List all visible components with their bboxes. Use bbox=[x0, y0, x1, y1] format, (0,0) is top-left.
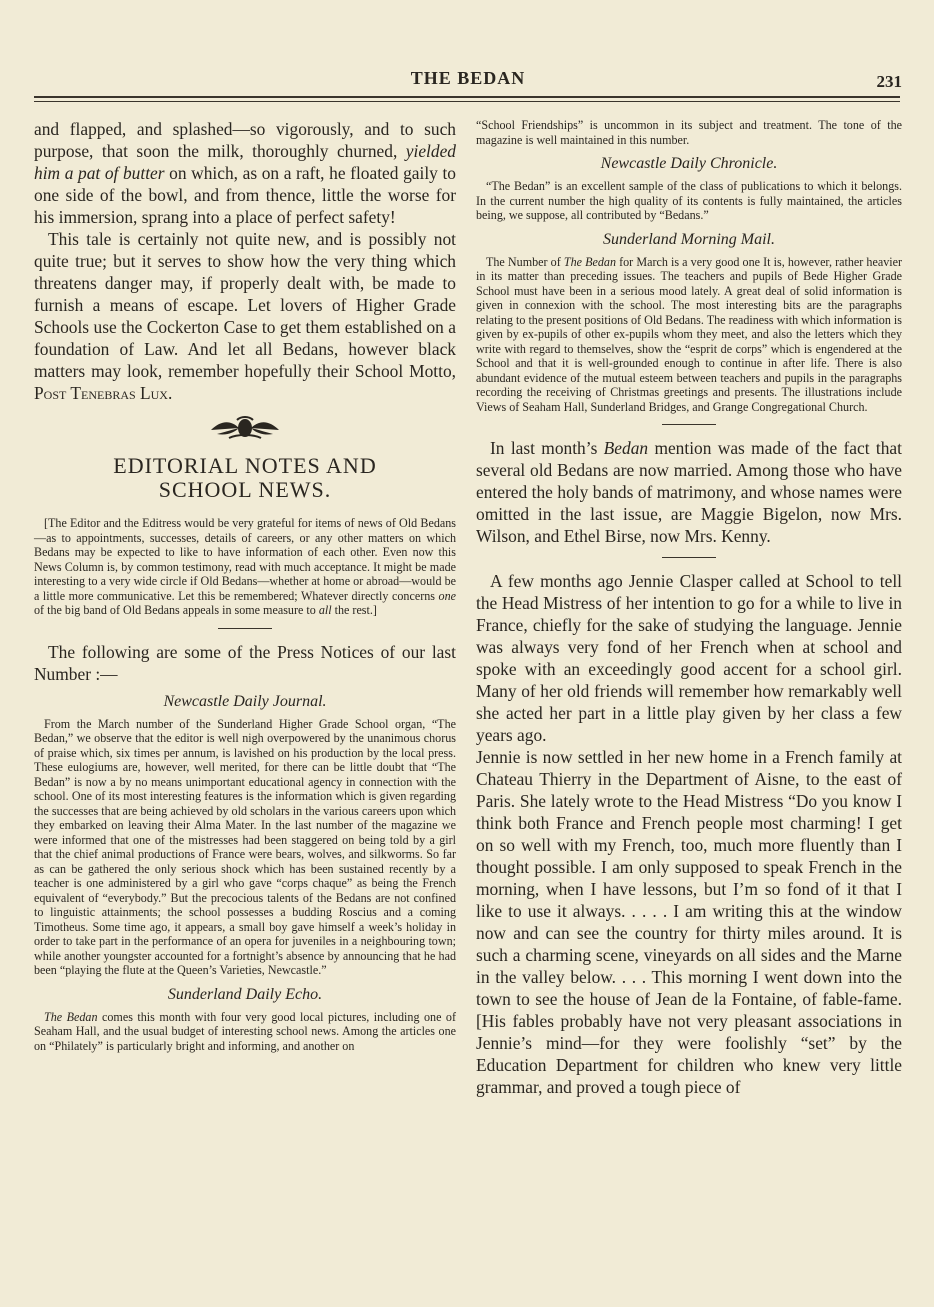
text-run: The Number of bbox=[486, 254, 564, 269]
section-title bbox=[34, 454, 456, 502]
running-title: THE BEDAN bbox=[410, 68, 526, 88]
press-intro: The following are some of the Press Notices of our last Number :— bbox=[34, 641, 456, 684]
text-run: [The Editor and the Editress would be very grateful for items of news of Old Bedans—as to appointments, successes, details of careers, or any other matters on which Bedans may be expected to like to have information of each other. Even now this News Column is, by common testimony, read with much acceptance. It might be made interesting to a very wide circle if Old Bedans—whether at home or abroad—would be a little more communicative. Let this be remembered; Whatever directly concerns bbox=[34, 516, 456, 603]
editor-note bbox=[34, 516, 456, 618]
paragraph-raft bbox=[34, 118, 456, 228]
mail-notice bbox=[476, 255, 902, 415]
floral-ornament-icon bbox=[209, 416, 281, 442]
italic-run: The Bedan bbox=[44, 1009, 98, 1024]
italic-run: Bedan bbox=[603, 438, 649, 458]
text-run: comes this month with four very good local pictures, including one of Seaham Hall, and the usual budget of interesting school news. Among the articles one on “Philately” is particularly bright and informing, and another on bbox=[34, 1009, 456, 1053]
echo-notice-cont: “School Friendships” is uncommon in its subject and treatment. The tone of the magazine is well maintained in this number. bbox=[476, 118, 902, 147]
divider bbox=[662, 424, 716, 425]
text-run: In last month’s bbox=[490, 438, 604, 458]
paragraph-married bbox=[476, 437, 902, 547]
header-rule-thick bbox=[34, 96, 900, 98]
paragraph-moral bbox=[34, 228, 456, 404]
text-run: for March is a very good one It is, however, rather heavier in its matter than preceding issues. The teachers and pupils of Bede Higher Grade School must have been in a serious mood lately. A great deal of solid information is given in connexion with the school. The most interesting bits are the paragraphs relating to the present positions of Old Bedans. The readiness with which information is given by ex-pupils of other ex-pupils whom they meet, and also the letters which they write with regard to themselves, show the “esprit de corps” which is engendered at the School and that it is well-grounded enough to continue in after life. There is also abundant evidence of the mutual esteem between teachers and pupils in the paragraphs recording the receiving of Christmas greetings and presents. The illustrations include Views of Seaham Hall, Sunderland Bridges, and Grange Congregational Church. bbox=[476, 254, 903, 414]
text-run: This tale is certainly not quite new, and is possibly not quite true; but it serves to show how the very thing which threatens danger may, if properly dealt with, be made to furnish a means of escape. Let lovers of Higher Grade Schools use the Cockerton Case to get them established on a foundation of Law. And let all Bedans, however black matters may look, remember hopefully their School Motto, bbox=[34, 229, 456, 381]
text-run: on which, as on a raft, he floated gaily to one side of the bowl, and from thence, little the worse for his immersion, sprang into a place of perfect safety! bbox=[34, 163, 456, 227]
heading-chronicle: Newcastle Daily Chronicle. bbox=[600, 155, 778, 172]
right-column bbox=[476, 118, 902, 1098]
italic-run: one bbox=[438, 588, 456, 603]
section-title-line-2: SCHOOL NEWS. bbox=[158, 477, 332, 502]
text-run: mention was made of the fact that several old Bedans are now married. Among those who have entered the holy bands of matrimony, and whose names were omitted in the last issue, are Maggie Bigelon, now Mrs. Wilson, and Ethel Birse, now Mrs. Kenny. bbox=[476, 438, 902, 546]
text-run: of the big band of Old Bedans appeals in some measure to bbox=[34, 603, 319, 617]
text-run: and flapped, and splashed—so vigorously, and to such purpose, that soon the milk, thoroughly churned, bbox=[34, 119, 456, 161]
header-rule-thin bbox=[34, 101, 900, 102]
italic-run: yielded him a pat of butter bbox=[34, 141, 456, 183]
italic-run: The Bedan bbox=[563, 254, 616, 269]
paragraph-jennie-2: Jennie is now settled in her new home in a French family at Chateau Thierry in the Department of Aisne, to the east of Paris. She lately wrote to the Head Mistress “Do you know I think both France and French people most charming! I get on so well with my French, too, much more fluently than I thought possible. I am only supposed to speak French in the morning, when I have lessons, but I’m so fond of it that I like to use it always. . . . . I am writing this at the window now and can see the country for thirty miles around. It is such a charming scene, vineyards on all sides and the Marne in the valley below. . . . This morning I went down into the town to see the house of Jean de la Fontaine, of fable-fame. [His fables probably have not very pleasant associations in Jennie’s mind—for they were foolishly “set” by the Education Department for children who knew very little grammar, and proved a tough piece of bbox=[476, 747, 902, 1097]
chronicle-notice: “The Bedan” is an excellent sample of the class of publications to which it belongs. In the current number the high quality of its contents is fully maintained, the articles being, we suppose, all contributed by “Bedans.” bbox=[476, 179, 902, 222]
journal-notice: From the March number of the Sunderland Higher Grade School organ, “The Bedan,” we observe that the editor is well nigh overpowered by the unanimous chorus of praise which, six times per annum, is lavished on his production by the local press. These eulogiums are, however, well merited, for there can be little doubt that “The Bedan” is now a by no means unimportant educational agency in connection with the school. One of its most interesting features is the information which is given regarding the successes that are being achieved by old scholars in the various careers upon which they embarked on leaving their Alma Mater. In the last number of the magazine we were informed that one of the mistresses had been staggered on being told by a girl that the chief animal productions of France were bears, wolves, and silkworms. So far as can be gathered the only serious shock which has been sustained recently by a teacher is one administered by a girl who gave “corps chaque” as being the French equivalent of “everybody.” But the precocious talents of the Bedans are not confined to linguistic attainments; the school possesses a budding Roscius and a coming Timotheus. Some time ago, it appears, a small boy gave himself a week’s holiday in order to take part in the performance of an opera for juveniles in a neighbouring town; while another youngster accounted for a fortnight’s absence by announcing that he had been “playing the flute at the Queen’s Varieties, Newcastle.” bbox=[34, 716, 456, 977]
heading-echo: Sunderland Daily Echo. bbox=[167, 985, 323, 1003]
divider bbox=[218, 628, 272, 629]
page-number: 231 bbox=[876, 72, 902, 91]
paragraph-jennie-1: A few months ago Jennie Clasper called at School to tell the Head Mistress of her intention to go for a while to live in France, chiefly for the sake of studying the language. Jennie was always very fond of her French when at school and spoke with an exceedingly good accent for a school girl. Many of her old friends will remember how remarkably well she acted her part in a little play given by her class a few years ago. bbox=[476, 571, 902, 745]
echo-notice bbox=[34, 1010, 456, 1054]
left-column bbox=[34, 118, 456, 1053]
italic-run: all bbox=[318, 603, 332, 617]
heading-mail: Sunderland Morning Mail. bbox=[603, 230, 775, 248]
section-title-line-1: EDITORIAL NOTES AND bbox=[113, 453, 377, 478]
divider bbox=[662, 557, 716, 558]
text-run: the rest.] bbox=[331, 603, 377, 617]
heading-journal: Newcastle Daily Journal. bbox=[163, 692, 327, 710]
school-motto: Post Tenebras Lux. bbox=[34, 383, 173, 403]
